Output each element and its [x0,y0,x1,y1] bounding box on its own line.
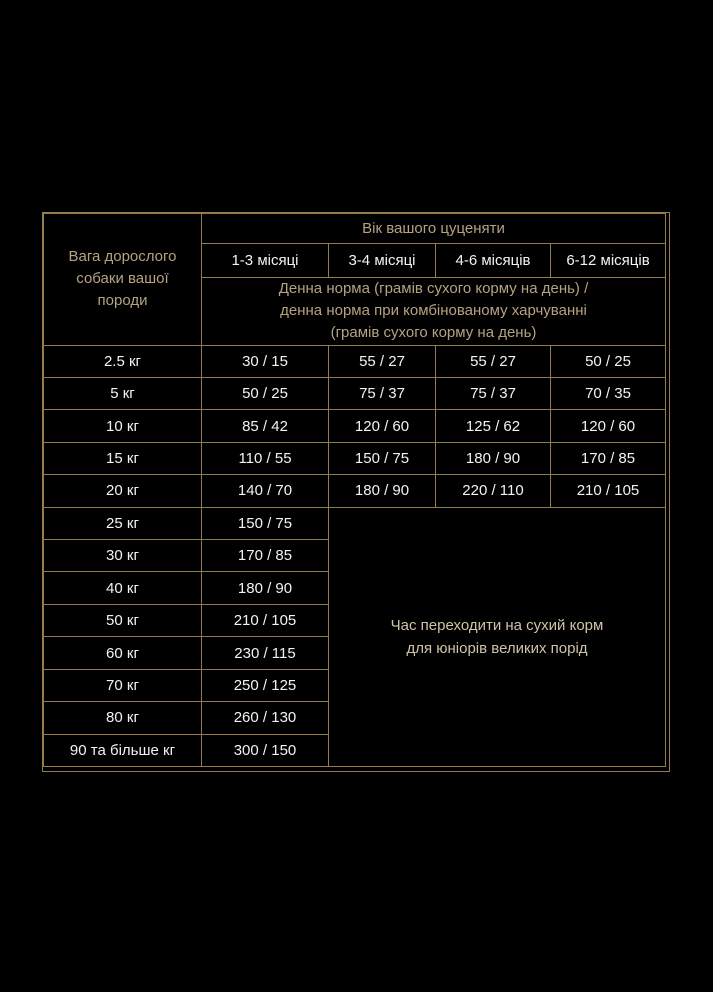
large-breed-note [329,507,666,766]
weight-cell: 70 кг [44,669,202,701]
weight-cell: 90 та більше кг [44,734,202,766]
table-row [44,345,666,377]
table-row [44,378,666,410]
value-cell: 180 / 90 [202,572,329,604]
age-col-4-6: 4-6 місяців [436,244,551,277]
table-row [44,475,666,507]
value-cell: 120 / 60 [551,410,666,442]
age-group-header: Вік вашого цуценяти [202,214,666,244]
value-cell: 210 / 105 [551,475,666,507]
value-cell: 70 / 35 [551,378,666,410]
weight-cell: 2.5 кг [44,345,202,377]
weight-cell: 25 кг [44,507,202,539]
value-cell: 300 / 150 [202,734,329,766]
value-cell: 110 / 55 [202,442,329,474]
value-cell: 30 / 15 [202,345,329,377]
age-col-1-3: 1-3 місяці [202,244,329,277]
weight-cell: 15 кг [44,442,202,474]
value-cell: 75 / 37 [329,378,436,410]
value-cell: 55 / 27 [329,345,436,377]
table-row [44,410,666,442]
weight-cell: 80 кг [44,702,202,734]
weight-cell: 10 кг [44,410,202,442]
daily-norm-header [202,277,666,345]
value-cell: 85 / 42 [202,410,329,442]
value-cell: 180 / 90 [436,442,551,474]
feeding-table-grid [43,213,666,767]
value-cell: 260 / 130 [202,702,329,734]
value-cell: 50 / 25 [551,345,666,377]
value-cell: 125 / 62 [436,410,551,442]
daily-norm-line-1: Денна норма (грамів сухого корму на день) / [278,280,589,298]
daily-norm-line-2: денна норма при комбінованому харчуванні [280,302,587,320]
age-col-6-12: 6-12 місяців [551,244,666,277]
weight-cell: 50 кг [44,604,202,636]
value-cell: 55 / 27 [436,345,551,377]
corner-header-weight [44,214,202,346]
value-cell: 150 / 75 [202,507,329,539]
feeding-table [42,212,670,772]
value-cell: 210 / 105 [202,604,329,636]
value-cell: 120 / 60 [329,410,436,442]
value-cell: 250 / 125 [202,669,329,701]
table-row [44,507,666,539]
weight-cell: 5 кг [44,378,202,410]
value-cell: 170 / 85 [202,540,329,572]
value-cell: 180 / 90 [329,475,436,507]
corner-header-line-1: Вага дорослого [68,248,177,266]
weight-cell: 20 кг [44,475,202,507]
age-col-3-4: 3-4 місяці [329,244,436,277]
large-breed-note-line-1: Час переходити на сухий корм [390,616,604,634]
value-cell: 170 / 85 [551,442,666,474]
value-cell: 230 / 115 [202,637,329,669]
value-cell: 75 / 37 [436,378,551,410]
corner-header-line-3: породи [97,292,148,310]
corner-header-line-2: собаки вашої [76,270,169,288]
large-breed-note-line-2: для юніорів великих порід [406,639,588,657]
weight-cell: 40 кг [44,572,202,604]
value-cell: 140 / 70 [202,475,329,507]
table-row [44,442,666,474]
value-cell: 50 / 25 [202,378,329,410]
weight-cell: 60 кг [44,637,202,669]
weight-cell: 30 кг [44,540,202,572]
daily-norm-line-3: (грамів сухого корму на день) [330,324,537,342]
value-cell: 150 / 75 [329,442,436,474]
value-cell: 220 / 110 [436,475,551,507]
